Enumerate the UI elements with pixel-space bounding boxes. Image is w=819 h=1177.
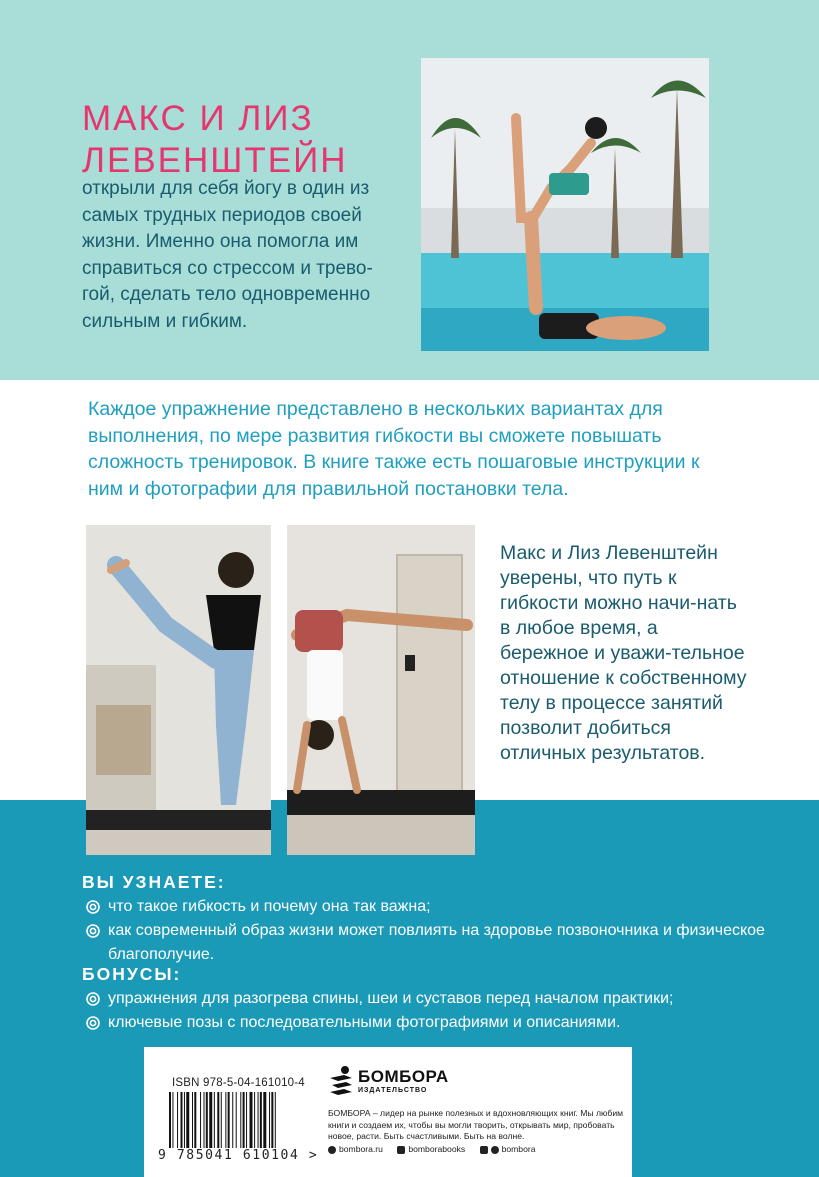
plus-icon <box>480 1146 488 1154</box>
learn-item-2: как современный образ жизни может повлиять на здоровье позвоночника и физическое благополучие. <box>108 922 765 963</box>
social-links <box>328 1144 548 1154</box>
list-item <box>86 1011 673 1035</box>
list-item <box>86 895 819 919</box>
publisher-name: БОМБОРА <box>358 1067 449 1086</box>
list-item <box>86 987 673 1011</box>
vk-link[interactable]: bomborabooks <box>397 1144 465 1154</box>
publisher-panel <box>144 1047 632 1177</box>
globe-icon <box>328 1146 336 1154</box>
publisher-sub: ИЗДАТЕЛЬСТВО <box>358 1087 428 1094</box>
spiral-bullet-icon <box>86 900 100 914</box>
learn-item-1: что такое гибкость и почему она так важна; <box>108 898 431 915</box>
bombora-logo-icon <box>328 1065 354 1099</box>
bonus-item-2: ключевые позы с последовательными фотографиями и описаниями. <box>108 1014 621 1031</box>
spiral-bullet-icon <box>86 1016 100 1030</box>
author-intro: открыли для себя йогу в один из самых трудных периодов своей жизни. Именно она помогла им справиться со стрессом и трево-гой, сделать тело одновременно сильным и гибким. <box>82 178 373 332</box>
author-name-line1: МАКС И ЛИЗ <box>82 99 314 138</box>
spiral-bullet-icon <box>86 992 100 1006</box>
side-description: Макс и Лиз Левенштейн уверены, что путь к гибкости можно начи-нать в любое время, а бережное и уважи-тельное отношение к собственному телу в процессе занятий позволит добиться отличных результатов. <box>500 542 747 764</box>
main-description: Каждое упражнение представлено в нескольких вариантах для выполнения, по мере развития гибкости вы сможете повышать сложность тренировок. В книге также есть пошаговые инструкции к ним и фотографии для правильной постановки тела. <box>88 398 700 500</box>
author-name-line2: ЛЕВЕНШТЕЙН <box>82 141 348 180</box>
social-link[interactable]: bombora <box>480 1144 536 1154</box>
handstand-photo <box>287 525 475 855</box>
isbn-label: ISBN 978-5-04-161010-4 <box>172 1077 305 1089</box>
bonuses-list <box>86 987 673 1035</box>
bonus-item-1: упражнения для разогрева спины, шеи и суставов перед началом практики; <box>108 990 674 1007</box>
vk-icon <box>397 1146 405 1154</box>
bonuses-title: БОНУСЫ: <box>82 964 182 984</box>
website-link[interactable]: bombora.ru <box>328 1144 383 1154</box>
spiral-bullet-icon <box>86 924 100 938</box>
barcode-icon <box>169 1092 309 1148</box>
author-name <box>82 98 348 182</box>
list-item <box>86 919 819 967</box>
acro-yoga-photo <box>421 58 709 351</box>
learn-title: ВЫ УЗНАЕТЕ: <box>82 872 226 892</box>
learn-list <box>86 895 819 967</box>
barcode-number: 9 785041 610104 > <box>158 1148 319 1163</box>
telegram-icon <box>491 1146 499 1154</box>
standing-stretch-photo <box>86 525 271 855</box>
publisher-description: БОМБОРА – лидер на рынке полезных и вдохновляющих книг. Мы любим книги и создаем их, чтобы вы могли творить, открывать мир, пробовать новое, расти. Быть счастливыми. Быть на волне. <box>328 1108 624 1141</box>
